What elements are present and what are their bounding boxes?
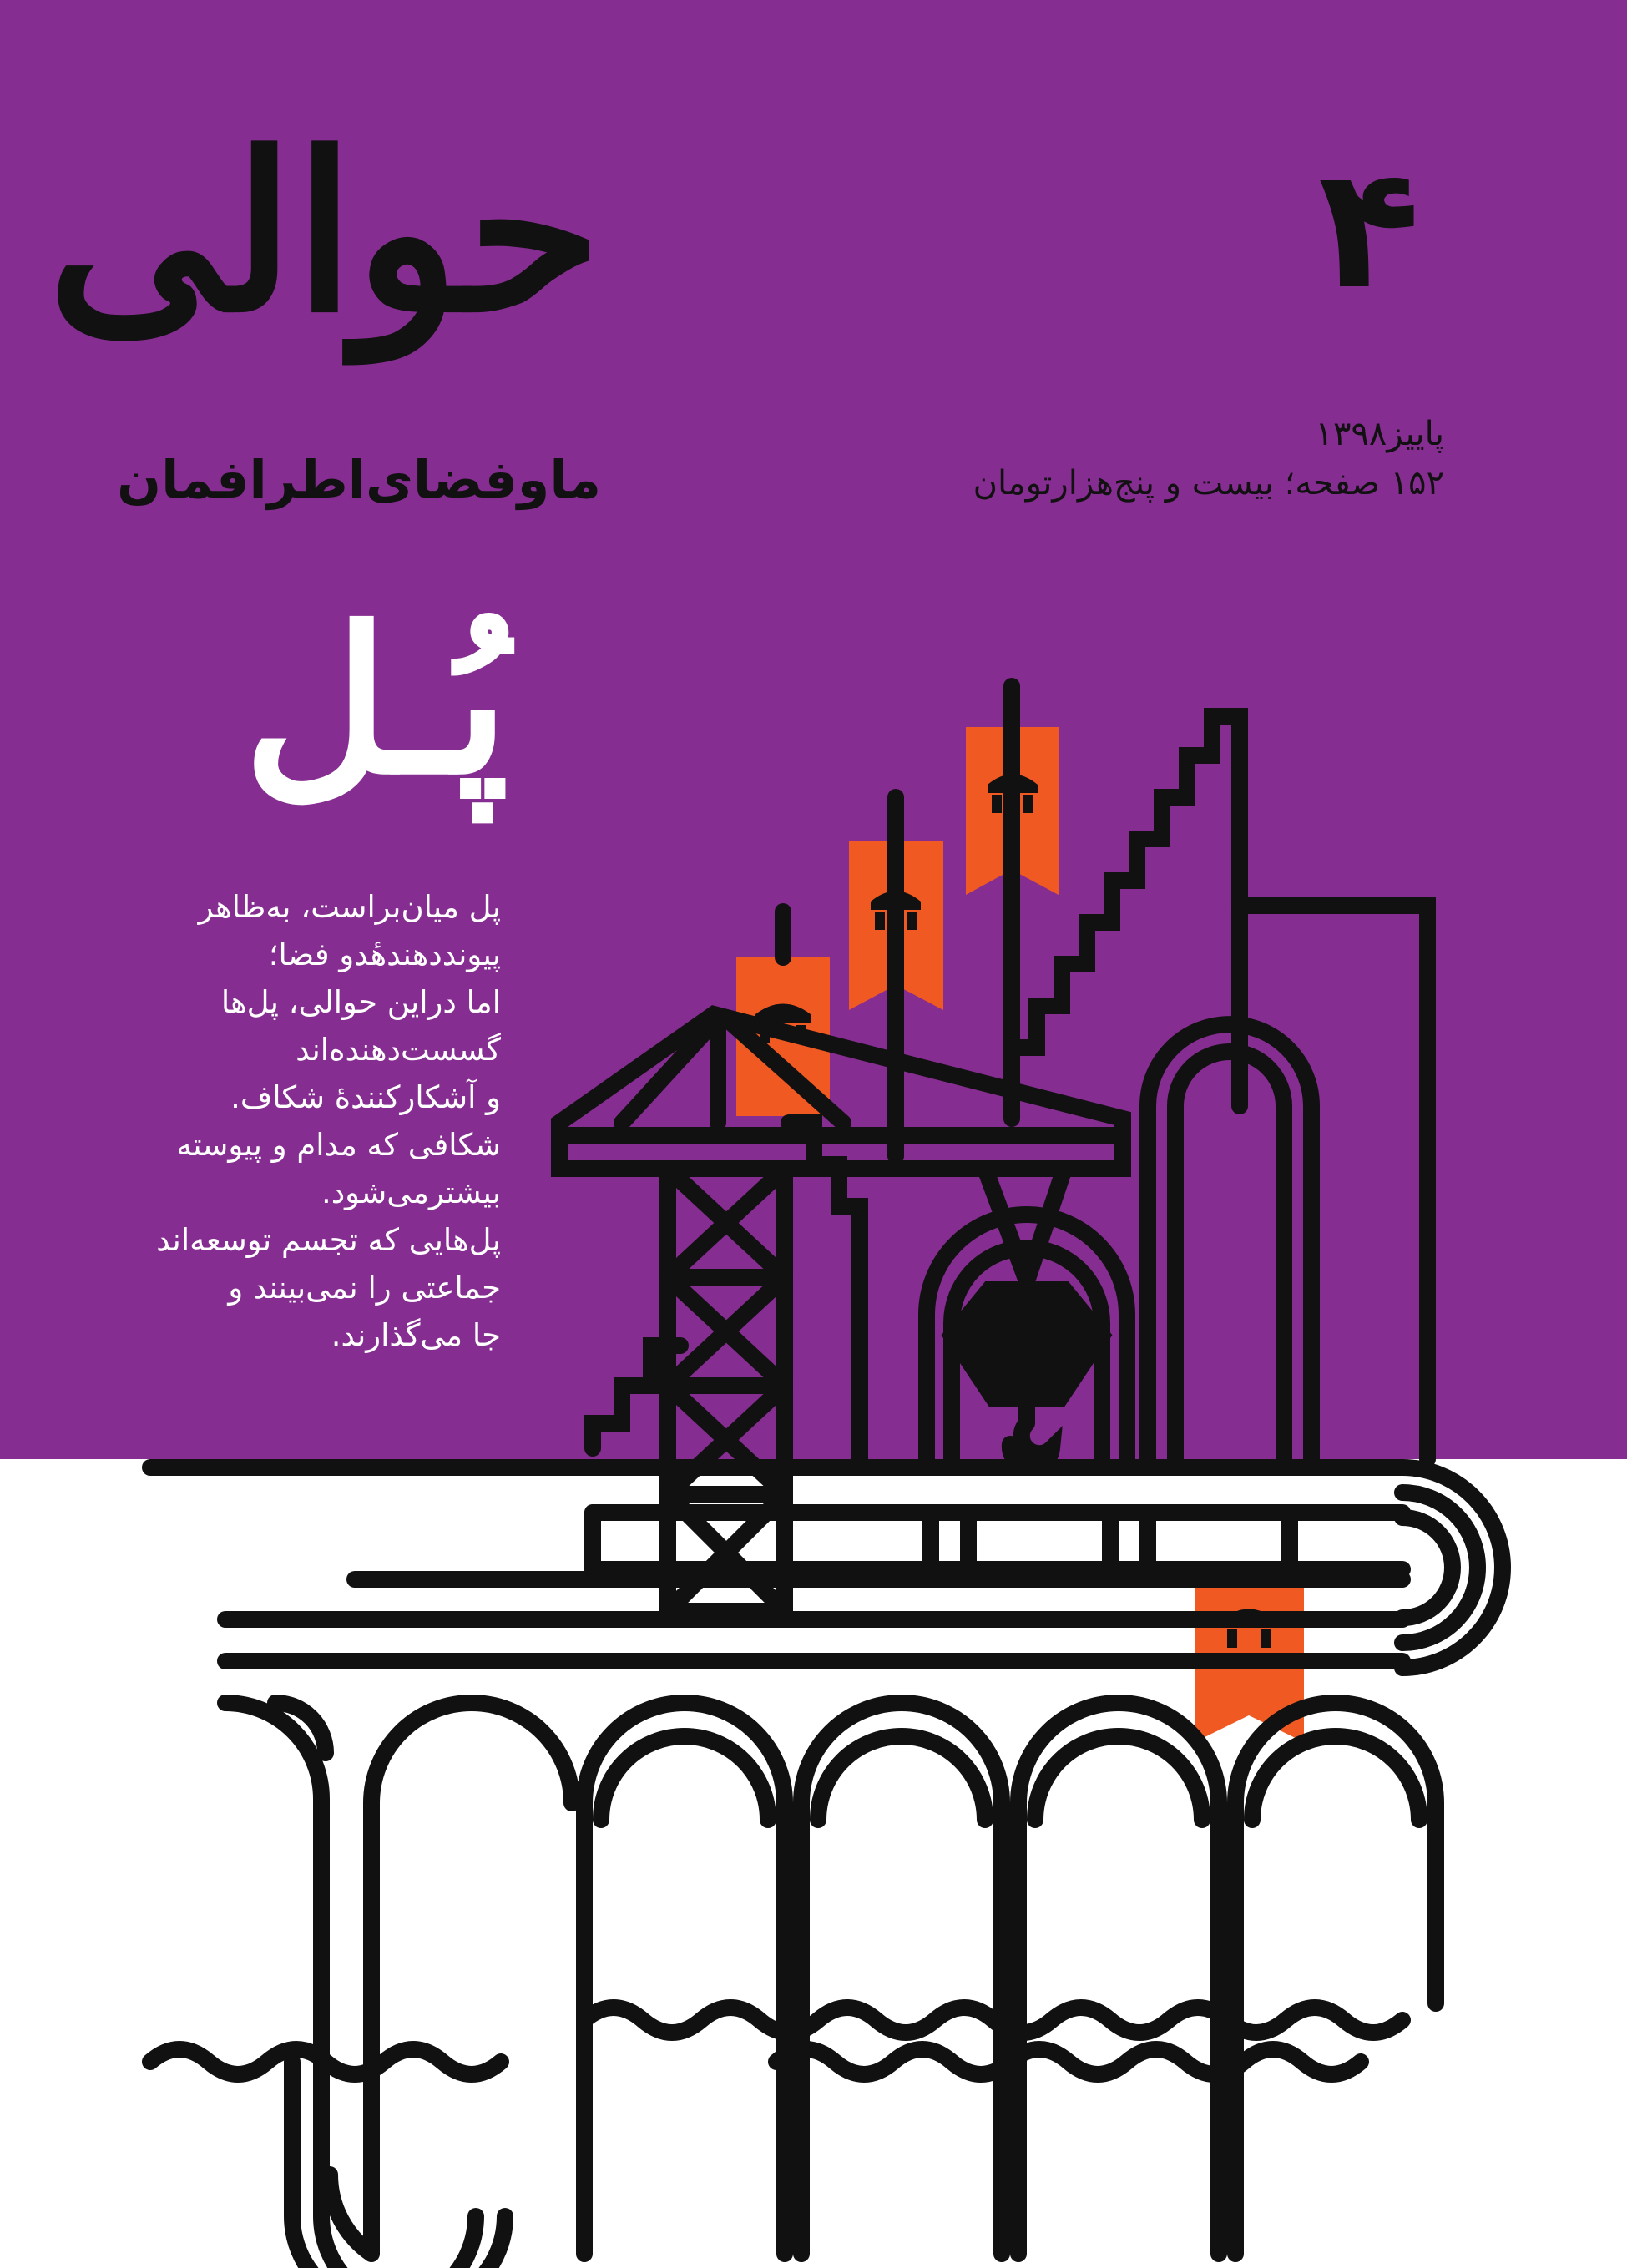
issue-date: پاییز۱۳۹۸ (1315, 415, 1444, 453)
magazine-logo: حوالی (47, 106, 601, 361)
body-line: و آشکارکنندهٔ شکاف. (230, 1079, 501, 1115)
body-line: پل میان‌براست، به‌ظاهر (198, 889, 501, 925)
body-line: جا می‌گذارند. (331, 1317, 501, 1353)
hook-icon (927, 1169, 1127, 1467)
arch-doorway-icon (1148, 1024, 1311, 1459)
body-line: گسست‌دهنده‌اند (296, 1032, 501, 1068)
body-line: جماعتی را نمی‌بینند و (228, 1270, 501, 1306)
body-line: اما دراین حوالی، پل‌ها (220, 984, 501, 1020)
body-line: شکافی که مدام و پیوسته (176, 1127, 501, 1163)
body-line: پیونددهندهٔدو فضا؛ (268, 937, 501, 972)
theme-title: پُـل (243, 583, 509, 819)
bridge-arches-icon (225, 1703, 1436, 2268)
magazine-subtitle: ماوفضای‌اطرافمان (117, 449, 601, 510)
issue-pages-price: ۱۵۲ صفحه؛ بیست و پنج‌هزارتومان (973, 464, 1444, 503)
body-line: پل‌هایی که تجسم توسعه‌اند (156, 1222, 501, 1258)
body-line: بیشترمی‌شود. (321, 1174, 501, 1210)
issue-number: ۴ (1317, 132, 1421, 326)
